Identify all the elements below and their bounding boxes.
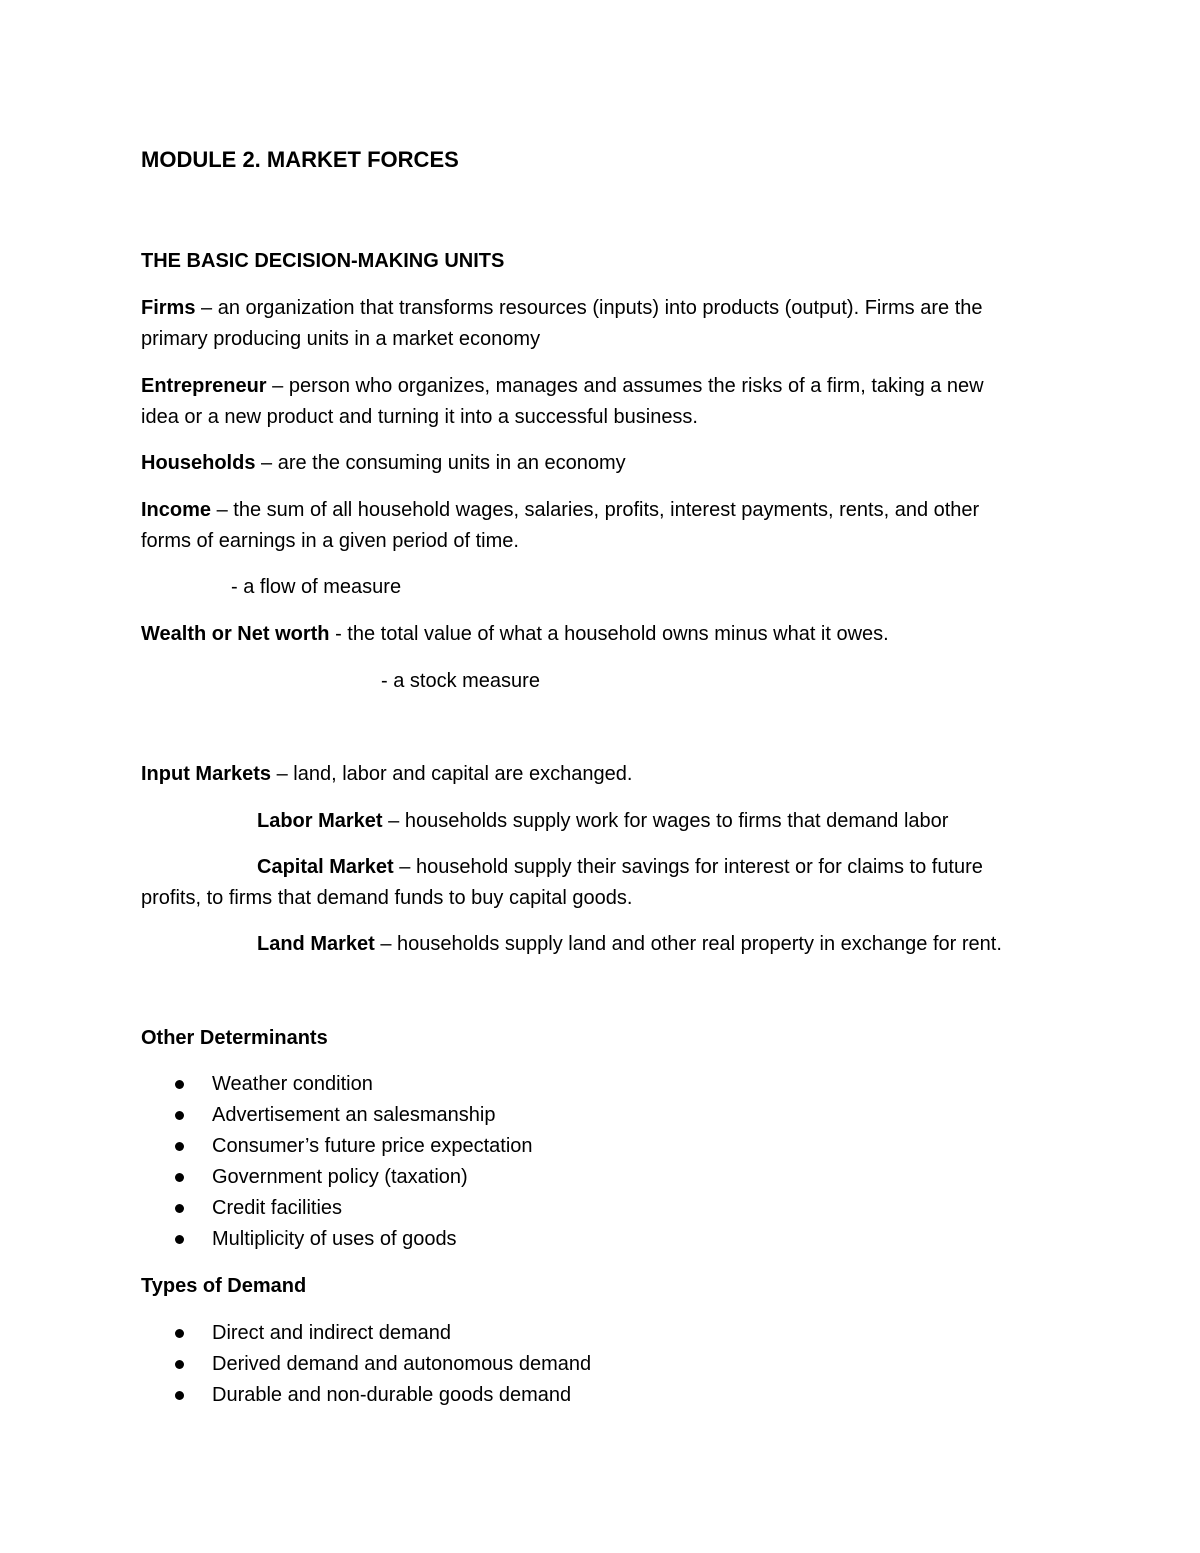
land-market-definition <box>257 932 1002 956</box>
bullet-icon <box>175 1235 184 1244</box>
land-market-def: – households supply land and other real property in exchange for rent. <box>374 933 1002 955</box>
bullet-icon <box>175 1142 184 1151</box>
firms-term: Firms <box>141 297 196 319</box>
bullet-icon <box>175 1173 184 1182</box>
input-markets-term: Input Markets <box>141 763 272 785</box>
firms-def-line2: primary producing units in a market economy <box>141 328 541 350</box>
entrepreneur-def-line2: idea or a new product and turning it into a successful business. <box>141 406 698 428</box>
households-def: – are the consuming units in an economy <box>255 452 626 474</box>
land-market-term: Land Market <box>257 933 375 955</box>
income-term: Income <box>141 499 212 521</box>
wealth-note: - a stock measure <box>381 670 540 692</box>
entrepreneur-term: Entrepreneur <box>141 375 267 397</box>
bullet-icon <box>175 1111 184 1120</box>
document-page: MODULE 2. MARKET FORCES THE BASIC DECISION-MAKING UNITS Firms – an organization that transforms resources (inputs) into products (output). Firms are the primary producing units in a market economy Entrepreneur – person who organizes, manages and assumes the risks of a firm, taking a new idea or a new product and turning it into a successful business. Households – are the consuming units in an economy Income – the sum of all household wages, salaries, profits, interest payments, rents, and other forms of earnings in a given period of time. - a flow of measure Wealth or Net worth - the total value of what a household owns minus what it owes. - a stock measure Input Markets – land, labor and capital are exchanged. Labor Market – households supply work for wages to firms that demand labor Capital Market – household supply their savings for interest or for claims to future profits, to firms that demand funds to buy capital goods. Land Market – households supply land and other real property in exchange for rent. Other Determinants Weather condition Advertisement an salesmanship Consumer’s future price expectation Government policy (taxation) Credit facilities Multiplicity of uses of goods Types of Demand Direct and indirect demand Derived demand and autonomous demand Durable and non-durable goods demand <box>141 147 1002 1406</box>
capital-market-def-line2: profits, to firms that demand funds to buy capital goods. <box>141 887 633 909</box>
bullet-icon <box>175 1391 184 1400</box>
page-title: MODULE 2. MARKET FORCES <box>141 147 459 172</box>
wealth-definition <box>141 622 889 646</box>
income-note: - a flow of measure <box>231 576 402 598</box>
income-def-line2: forms of earnings in a given period of time. <box>141 530 519 552</box>
firms-definition <box>141 296 983 320</box>
bullet-icon <box>175 1080 184 1089</box>
entrepreneur-definition <box>141 374 984 398</box>
bullet-icon <box>175 1329 184 1338</box>
income-definition <box>141 498 979 522</box>
wealth-term: Wealth or Net worth <box>141 623 330 645</box>
income-def-line1: – the sum of all household wages, salaries, profits, interest payments, rents, and other <box>211 499 980 521</box>
labor-market-definition <box>257 809 948 833</box>
bullet-icon <box>175 1360 184 1369</box>
firms-def-line1: – an organization that transforms resources (inputs) into products (output). Firms are the <box>195 297 983 319</box>
bullet-icon <box>175 1204 184 1213</box>
section-heading: THE BASIC DECISION-MAKING UNITS <box>141 250 505 272</box>
capital-market-definition <box>257 855 983 879</box>
households-definition <box>141 451 626 475</box>
labor-market-term: Labor Market <box>257 810 383 832</box>
labor-market-def: – households supply work for wages to firms that demand labor <box>382 810 949 832</box>
entrepreneur-def-line1: – person who organizes, manages and assumes the risks of a firm, taking a new <box>266 375 984 397</box>
other-determinants-heading: Other Determinants <box>141 1027 328 1049</box>
input-markets-definition <box>141 762 632 786</box>
input-markets-def: – land, labor and capital are exchanged. <box>271 763 633 785</box>
capital-market-term: Capital Market <box>257 856 394 878</box>
capital-market-def-line1: – household supply their savings for interest or for claims to future <box>393 856 983 878</box>
households-term: Households <box>141 452 256 474</box>
wealth-def: - the total value of what a household owns minus what it owes. <box>329 623 889 645</box>
types-of-demand-heading: Types of Demand <box>141 1275 307 1297</box>
